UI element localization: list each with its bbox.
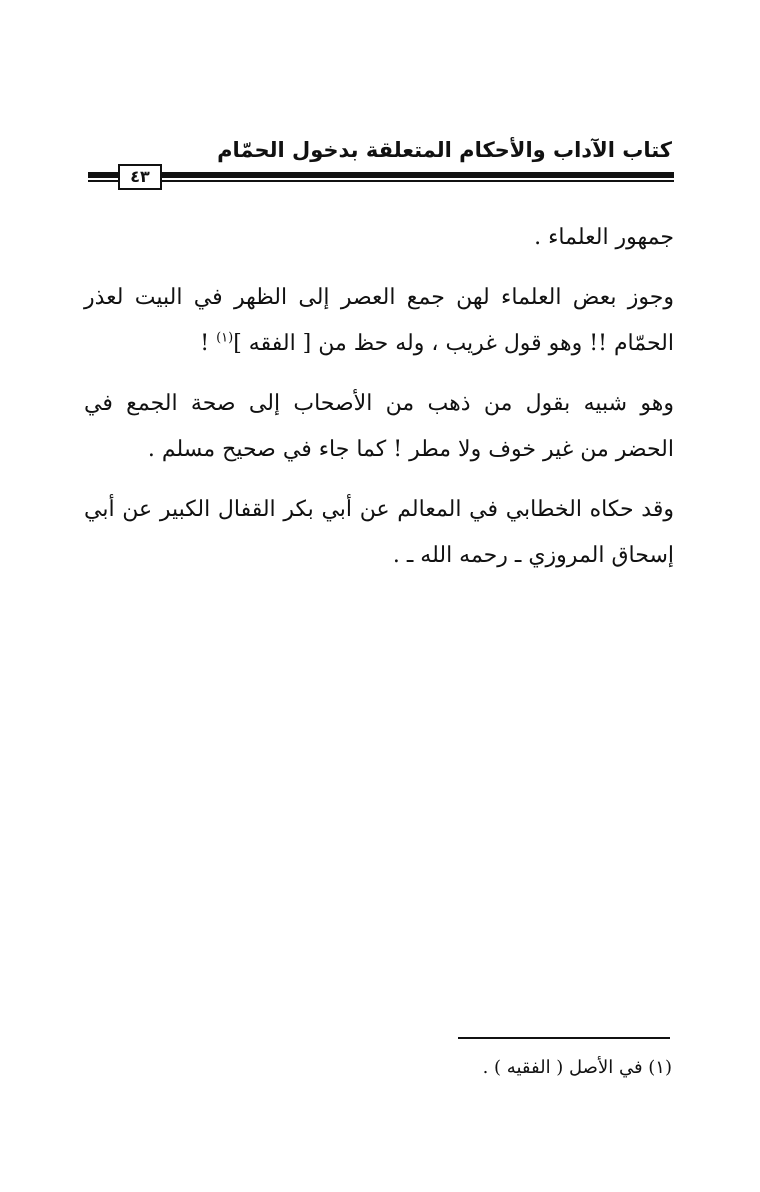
header-rule bbox=[88, 168, 674, 190]
footnote-reference: (١) bbox=[216, 330, 234, 346]
header-rule-thick bbox=[88, 172, 674, 178]
paragraph-1: جمهور العلماء . bbox=[534, 225, 674, 250]
paragraph-4: وقد حكاه الخطابي في المعالم عن أبي بكر القفال الكبير عن أبي إسحاق المروزي ـ رحمه الله ـ . bbox=[84, 497, 674, 568]
paragraph-2-text: وجوز بعض العلماء لهن جمع العصر إلى الظهر في البيت لعذر الحمّام !! وهو قول غريب ، وله حظ من [ الفقه ] bbox=[84, 285, 675, 356]
running-title: كتاب الآداب والأحكام المتعلقة بدخول الحمّام bbox=[217, 138, 672, 162]
page-number: ٤٣ bbox=[118, 164, 162, 190]
main-text bbox=[84, 215, 674, 593]
footnote-separator bbox=[458, 1037, 670, 1039]
paragraph-2-end: ! bbox=[200, 331, 217, 356]
paragraph-3: وهو شبيه بقول من ذهب من الأصحاب إلى صحة الجمع في الحضر من غير خوف ولا مطر ! كما جاء في صحيح مسلم . bbox=[84, 391, 674, 462]
header-rule-thin bbox=[88, 180, 674, 182]
footnote-1: (١) في الأصل ( الفقيه ) . bbox=[482, 1057, 672, 1078]
paragraph-2 bbox=[84, 275, 674, 367]
